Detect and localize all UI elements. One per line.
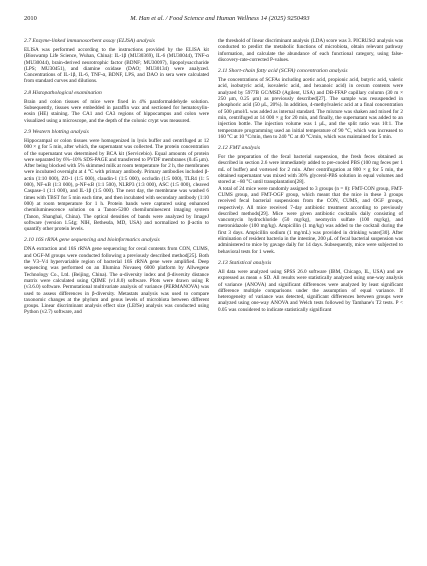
section	[24, 129, 209, 232]
section	[24, 38, 209, 85]
section-heading: 2.10 16S rRNA gene sequencing and bioinformatics analysis	[24, 237, 160, 244]
body-paragraph: Brain and colon tissues of mice were fixed in 4% paraformaldehyde solution. Subsequently, tissues were embedded in paraffin wax and sectioned for hematoxylin-eosin (HE) staining. The CA1 and CA3 regions of hippocampus and colon were visualized using a microscope, and the depth of the colonic crypt was measured.	[24, 98, 209, 124]
body-paragraph: A total of 24 mice were randomly assigned to 3 groups (n = 8): FMT-CON group, FMT-CUMS group, and FMT-OGF group, which meant that the mice in these 3 groups received fecal bacterial suspensions from the CON, CUMS, and OGF groups, respectively. All mice received 7-day antibiotic treatment according to previously described methods[29]. Mice were given antibiotic cocktails daily consisting of vancomycin hydrochloride (50 mg/kg), neomycin sulfate (100 mg/kg), and metronidazole (100 mg/kg). Ampicillin (1 mg/kg) was added to the cocktail during the first 3 days. Ampicillin sodium (1 mg/mL) was provided in drinking water[30]. After elimination of resident bacteria in the intestine, 200 μL of fecal bacterial suspension was administered to mice by gavage daily for 14 days. Subsequently, mice were subjected to behavioral tests for 1 week.	[218, 185, 403, 255]
page-header	[24, 12, 403, 24]
section	[24, 90, 209, 124]
body-paragraph: For the preparation of the fecal bacterial suspension, the fresh feces obtained as described in section 2.6 were immediately added to pre-cooled PBS (100 mg feces per 1 mL of buffer) and vortexed for 2 min. After centrifugation at 800 × g for 5 min, the obtained supernatant was mixed with 30% glycerol-PBS solution in equal volumes and stored at −80 °C until transplantation[28].	[218, 154, 403, 186]
body-paragraph: ELISA was performed according to the instructions provided by the ELISA kit (Bioswamp Life Science, Wuhan, China): IL-1β (MU30369), IL-6 (MU30044), TNF-α (MU30044), brain-derived neurotrophic factor (BDNF; MU30097), lipopolysaccharide (LPS; MU30451), and diamine oxidase (DAO; MU30134) were analyzed. Concentrations of IL-1β, IL-6, TNF-α, BDNF, LPS, and DAO in sera were calculated from standard curves and dilutions.	[24, 47, 209, 85]
section	[218, 38, 403, 63]
section	[218, 68, 403, 140]
section-heading: 2.9 Western blotting analysis	[24, 128, 89, 135]
section	[218, 260, 403, 313]
section-heading: 2.7 Enzyme-linked immunosorbent assay (ELISA) analysis	[24, 38, 155, 44]
page-number: 2010	[24, 14, 37, 22]
body-paragraph: DNA extraction and 16S rRNA gene sequencing for cecal contents from CON, CUMS, and OGF-M groups were conducted following a previously described method[25]. Both the V3–V4 hypervariable region of bacterial 16S rRNA gene were amplified. Deep sequencing was performed on an Illumina Novaseq 6000 platform by Allwegene Technology Co., Ltd. (Beijing, China). The α-diversity index and β-diversity distance matrix were calculated using QIIME (v1.8.0) software. Plots were drawn using R (v3.6.0) software. Permutational multivariate analysis of variance (PERMANOVA) was used to assess differences in β-diversity. Metastats analysis was used to compare taxonomic changes at the phylum and genus levels of microbiota between different groups. Linear discriminant analysis effect size (LEfSe) analysis was conducted using Python (v2.7) software, and	[24, 246, 209, 316]
section-heading: 2.8 Histopathological examination	[24, 89, 102, 96]
section-heading: 2.12 FMT analysis	[218, 145, 261, 152]
right-column	[218, 38, 403, 318]
section	[218, 145, 403, 255]
body-paragraph: All data were analyzed using SPSS 26.0 software (IBM, Chicago, IL, USA) and are expressed as mean ± SD. All results were statistically analyzed using one-way analysis of variance (ANOVA) and significant differences were analyzed by least significant difference multiple comparisons under the assumption of equal variance. If heterogeneity of variance was detected, significant differences between groups were analyzed using one-way ANOVA and Welch tests followed by Tamhane's T2 tests. P < 0.05 was considered to indicate statistically significant	[218, 268, 403, 313]
body-paragraph: Hippocampal or colon tissues were homogenized in lysis buffer and centrifuged at 12 000 × g for 5 min, after which, the supernatant was collected. The protein concentration of the supernatant was determined by BCA kit (Servicebio). Equal amounts of protein were separated by 6%–10% SDS-PAGE and transferred to PVDF membranes (0.45 μm). After being blocked with 5% skimmed milk at room temperature for 2 h, the membranes were incubated overnight at 4 °C with primary antibody. Primary antibodies included β-actin (1:10 000), ZO-1 (1:5 000), claudin-1 (1:5 000), occludin (1:5 000), TLR4 (1: 5 000), NF-κB (1:3 000), p-NF-κB (1:1 500), NLRP3 (1:3 000), ASC (1:5 000), cleaved Caspase-1 (1:1 000), and IL-1β (1:5 000). The next day, the membrane was washed 6 times with TBST for 5 min each time, and then incubated with secondary antibody (1:10 000) at room temperature for 1 h. Protein bands were captured using enhanced chemiluminescence solution on a Tanon-5200 chemiluminescent imaging system (Tanon, Shanghai, China). The optical densities of bands were analyzed by ImageJ software (version 1.54g; NIH, Bethesda, MD, USA) and normalized to β-actin to quantify other protein levels.	[24, 137, 209, 233]
section-heading: 2.11 Short-chain fatty acid (SCFA) concentration analysis	[218, 68, 348, 75]
body-paragraph: the threshold of linear discriminant analysis (LDA) score was 3. PICRUSt2 analysis was conducted to predict the metabolic functions of microbiota, obtain relevant pathway information, and calculate the abundance of each functional category, using false-discovery-rate-corrected P-values.	[218, 38, 403, 63]
section-heading: 2.13 Statistical analysis	[218, 259, 272, 266]
body-paragraph: The concentrations of SCFAs including acetic acid, propionic acid, butyric acid, valeric acid, isobutyric acid, isovaleric acid, and hexanoic acid) in cecum contents were analyzed by 5977B GC/MSD (Agilent, USA) and DB-FFAP capillary column (30 m × 250 μm, 0.25 μm) as previously described[27]. The sample was resuspended in phosphoric acid (50 μL, 20%). In addition, 4-methylvaleric acid at a final concentration of 500 μmol/L was added as internal standard. The mixture was shaken and mixed for 2 min, centrifuged at 14 000 × g for 20 min, and finally, the supernatant was added to an injection bottle. The injection volume was 1 μL, and the split ratio was 10:1. The temperature programming used an initial temperature of 90 °C, which was increased to 160 °C at 10 °C/min, then to 240 °C at 40 °C/min, which was maintained for 5 min.	[218, 77, 403, 140]
section	[24, 237, 209, 315]
left-column	[24, 38, 209, 321]
running-header: M. Han et al. / Food Science and Human Wellness 14 (2025) 9250493	[130, 14, 310, 22]
